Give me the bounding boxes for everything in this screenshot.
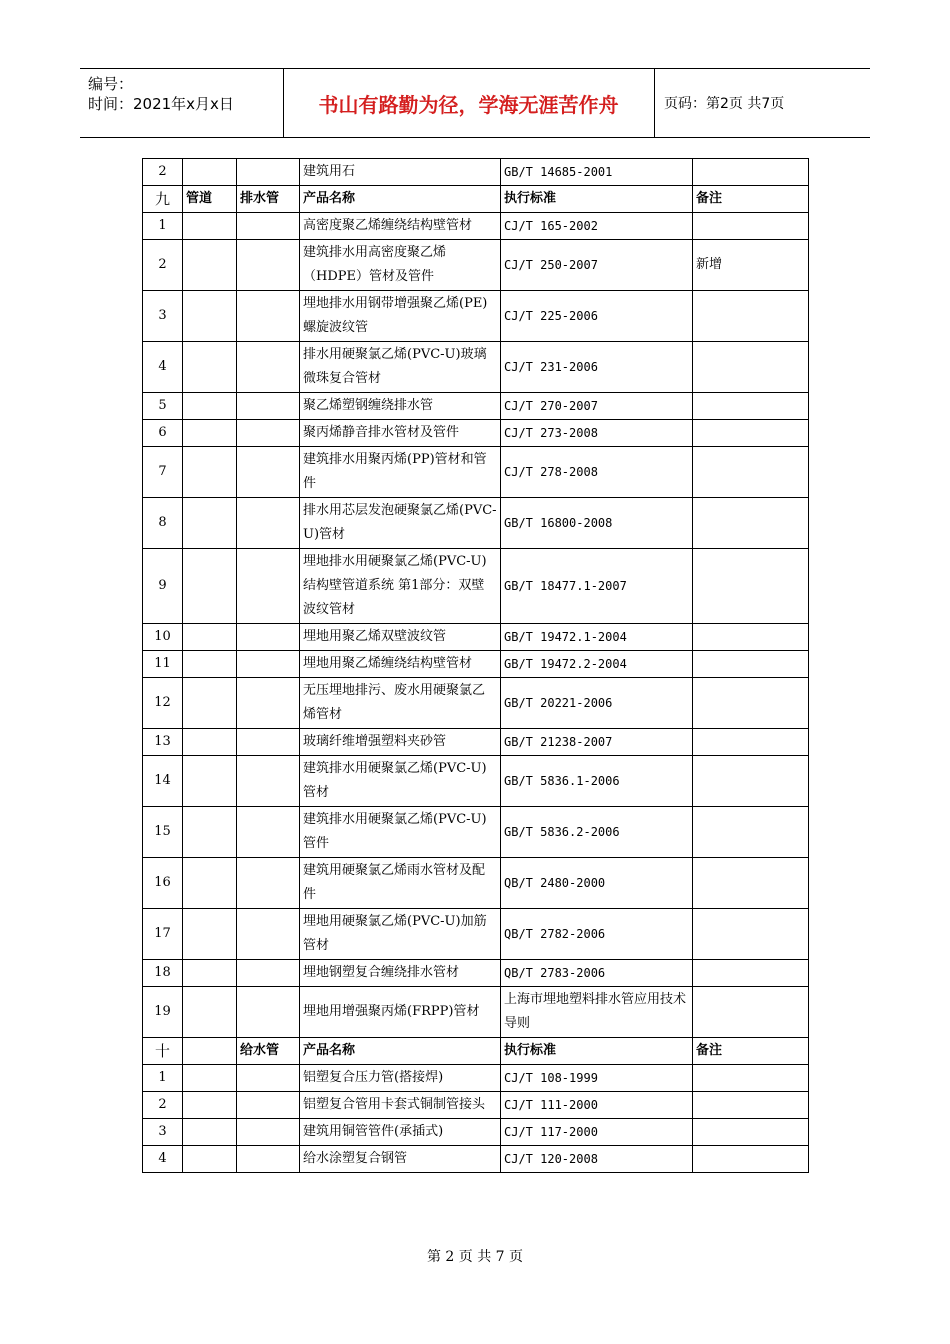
product-name: 高密度聚乙烯缠绕结构壁管材 <box>300 213 501 240</box>
subcategory-cell: 排水管 <box>237 186 300 213</box>
product-name: 聚丙烯静音排水管材及管件 <box>300 420 501 447</box>
product-name: 埋地用硬聚氯乙烯(PVC-U)加筋管材 <box>300 909 501 960</box>
standard-code: QB/T 2480-2000 <box>501 858 693 909</box>
blank-cell <box>237 240 300 291</box>
blank-cell <box>183 549 237 624</box>
standard-code: CJ/T 231-2006 <box>501 342 693 393</box>
blank-cell <box>183 393 237 420</box>
item-number: 15 <box>143 807 183 858</box>
category-cell: 管道 <box>183 186 237 213</box>
item-number: 4 <box>143 1146 183 1173</box>
note <box>693 159 809 186</box>
blank-cell <box>237 624 300 651</box>
product-name: 排水用硬聚氯乙烯(PVC-U)玻璃微珠复合管材 <box>300 342 501 393</box>
item-number: 5 <box>143 393 183 420</box>
blank-cell <box>183 498 237 549</box>
blank-cell <box>237 651 300 678</box>
item-number: 2 <box>143 1092 183 1119</box>
standards-table-wrap <box>142 158 808 1173</box>
time-label: 时间：2021年x月x日 <box>88 95 234 113</box>
section-header-row <box>143 1038 809 1065</box>
blank-cell <box>183 678 237 729</box>
blank-cell <box>237 987 300 1038</box>
item-number: 6 <box>143 420 183 447</box>
item-number: 10 <box>143 624 183 651</box>
table-row <box>143 447 809 498</box>
blank-cell <box>237 420 300 447</box>
table-row <box>143 807 809 858</box>
item-number: 3 <box>143 1119 183 1146</box>
product-name: 埋地排水用硬聚氯乙烯(PVC-U)结构壁管道系统 第1部分：双壁波纹管材 <box>300 549 501 624</box>
blank-cell <box>183 909 237 960</box>
blank-cell <box>183 159 237 186</box>
table-row <box>143 1092 809 1119</box>
standard-code: QB/T 2783-2006 <box>501 960 693 987</box>
table-row <box>143 729 809 756</box>
item-number: 4 <box>143 342 183 393</box>
blank-cell <box>237 678 300 729</box>
note <box>693 729 809 756</box>
section-number: 十 <box>143 1038 183 1065</box>
item-number: 7 <box>143 447 183 498</box>
note <box>693 1119 809 1146</box>
blank-cell <box>237 756 300 807</box>
page-footer: 第 2 页 共 7 页 <box>426 1249 524 1265</box>
note: 新增 <box>693 240 809 291</box>
item-number: 18 <box>143 960 183 987</box>
item-number: 2 <box>143 159 183 186</box>
number-label: 编号： <box>88 75 134 93</box>
standard-header: 执行标准 <box>501 1038 693 1065</box>
table-row <box>143 291 809 342</box>
table-row <box>143 1119 809 1146</box>
blank-cell <box>183 858 237 909</box>
note <box>693 858 809 909</box>
note <box>693 342 809 393</box>
blank-cell <box>183 807 237 858</box>
note <box>693 909 809 960</box>
table-row <box>143 678 809 729</box>
table-row <box>143 420 809 447</box>
note <box>693 651 809 678</box>
blank-cell <box>183 651 237 678</box>
standard-code: GB/T 19472.1-2004 <box>501 624 693 651</box>
note <box>693 447 809 498</box>
standard-code: CJ/T 108-1999 <box>501 1065 693 1092</box>
blank-cell <box>183 1146 237 1173</box>
table-row <box>143 549 809 624</box>
table-row <box>143 159 809 186</box>
blank-cell <box>183 960 237 987</box>
note <box>693 678 809 729</box>
note <box>693 1092 809 1119</box>
note <box>693 1065 809 1092</box>
blank-cell <box>237 291 300 342</box>
item-number: 14 <box>143 756 183 807</box>
standard-code: CJ/T 278-2008 <box>501 447 693 498</box>
standard-code: GB/T 21238-2007 <box>501 729 693 756</box>
product-name: 无压埋地排污、废水用硬聚氯乙烯管材 <box>300 678 501 729</box>
product-name: 埋地排水用钢带增强聚乙烯(PE)螺旋波纹管 <box>300 291 501 342</box>
table-row <box>143 624 809 651</box>
product-name: 建筑用硬聚氯乙烯雨水管材及配件 <box>300 858 501 909</box>
note <box>693 807 809 858</box>
blank-cell <box>237 909 300 960</box>
standard-code: CJ/T 270-2007 <box>501 393 693 420</box>
standard-code: CJ/T 273-2008 <box>501 420 693 447</box>
standard-code: GB/T 16800-2008 <box>501 498 693 549</box>
note <box>693 756 809 807</box>
blank-cell <box>183 1065 237 1092</box>
item-number: 19 <box>143 987 183 1038</box>
item-number: 8 <box>143 498 183 549</box>
standard-code: GB/T 18477.1-2007 <box>501 549 693 624</box>
product-name: 埋地用聚乙烯缠绕结构壁管材 <box>300 651 501 678</box>
note <box>693 291 809 342</box>
blank-cell <box>183 987 237 1038</box>
category-cell <box>183 1038 237 1065</box>
blank-cell <box>237 213 300 240</box>
table-row <box>143 342 809 393</box>
product-name: 埋地钢塑复合缠绕排水管材 <box>300 960 501 987</box>
product-name: 聚乙烯塑钢缠绕排水管 <box>300 393 501 420</box>
product-name: 建筑用铜管管件(承插式) <box>300 1119 501 1146</box>
table-row <box>143 858 809 909</box>
table-row <box>143 756 809 807</box>
note <box>693 1146 809 1173</box>
note <box>693 420 809 447</box>
blank-cell <box>183 729 237 756</box>
standard-code: GB/T 20221-2006 <box>501 678 693 729</box>
blank-cell <box>237 1146 300 1173</box>
subcategory-cell: 给水管 <box>237 1038 300 1065</box>
product-name: 建筑排水用硬聚氯乙烯(PVC-U)管材 <box>300 756 501 807</box>
table-row <box>143 987 809 1038</box>
note <box>693 393 809 420</box>
product-name: 排水用芯层发泡硬聚氯乙烯(PVC-U)管材 <box>300 498 501 549</box>
product-name: 埋地用聚乙烯双壁波纹管 <box>300 624 501 651</box>
blank-cell <box>237 807 300 858</box>
standard-code: GB/T 5836.2-2006 <box>501 807 693 858</box>
standards-table <box>142 158 809 1173</box>
table-row <box>143 240 809 291</box>
product-name: 埋地用增强聚丙烯(FRPP)管材 <box>300 987 501 1038</box>
table-row <box>143 651 809 678</box>
blank-cell <box>183 447 237 498</box>
page-header <box>80 68 870 138</box>
blank-cell <box>237 1065 300 1092</box>
section-number: 九 <box>143 186 183 213</box>
standard-code: QB/T 2782-2006 <box>501 909 693 960</box>
product-name-header: 产品名称 <box>300 186 501 213</box>
blank-cell <box>183 756 237 807</box>
standard-code: CJ/T 117-2000 <box>501 1119 693 1146</box>
blank-cell <box>183 624 237 651</box>
standard-code: CJ/T 225-2006 <box>501 291 693 342</box>
item-number: 3 <box>143 291 183 342</box>
table-row <box>143 393 809 420</box>
table-row <box>143 498 809 549</box>
item-number: 16 <box>143 858 183 909</box>
table-row <box>143 960 809 987</box>
standard-code: GB/T 14685-2001 <box>501 159 693 186</box>
blank-cell <box>237 549 300 624</box>
item-number: 1 <box>143 213 183 240</box>
note <box>693 213 809 240</box>
blank-cell <box>183 1119 237 1146</box>
product-name-header: 产品名称 <box>300 1038 501 1065</box>
blank-cell <box>183 291 237 342</box>
standard-code: GB/T 5836.1-2006 <box>501 756 693 807</box>
blank-cell <box>237 498 300 549</box>
standard-code: CJ/T 111-2000 <box>501 1092 693 1119</box>
note <box>693 987 809 1038</box>
blank-cell <box>183 213 237 240</box>
blank-cell <box>237 1092 300 1119</box>
product-name: 建筑排水用高密度聚乙烯（HDPE）管材及管件 <box>300 240 501 291</box>
item-number: 2 <box>143 240 183 291</box>
note <box>693 960 809 987</box>
product-name: 建筑排水用硬聚氯乙烯(PVC-U)管件 <box>300 807 501 858</box>
blank-cell <box>237 858 300 909</box>
product-name: 铝塑复合管用卡套式铜制管接头 <box>300 1092 501 1119</box>
blank-cell <box>237 393 300 420</box>
item-number: 11 <box>143 651 183 678</box>
blank-cell <box>237 729 300 756</box>
item-number: 13 <box>143 729 183 756</box>
table-row <box>143 213 809 240</box>
product-name: 玻璃纤维增强塑料夹砂管 <box>300 729 501 756</box>
note-header: 备注 <box>693 186 809 213</box>
standard-code: GB/T 19472.2-2004 <box>501 651 693 678</box>
table-row <box>143 1146 809 1173</box>
standard-code: CJ/T 165-2002 <box>501 213 693 240</box>
standard-code: CJ/T 120-2008 <box>501 1146 693 1173</box>
blank-cell <box>237 1119 300 1146</box>
item-number: 9 <box>143 549 183 624</box>
note <box>693 624 809 651</box>
note <box>693 498 809 549</box>
blank-cell <box>237 159 300 186</box>
blank-cell <box>237 447 300 498</box>
blank-cell <box>237 342 300 393</box>
standard-code: 上海市埋地塑料排水管应用技术导则 <box>501 987 693 1038</box>
table-row <box>143 1065 809 1092</box>
standard-code: CJ/T 250-2007 <box>501 240 693 291</box>
item-number: 1 <box>143 1065 183 1092</box>
table-row <box>143 909 809 960</box>
section-header-row <box>143 186 809 213</box>
blank-cell <box>183 1092 237 1119</box>
note <box>693 549 809 624</box>
note-header: 备注 <box>693 1038 809 1065</box>
header-page-info: 页码：第2页 共7页 <box>664 96 785 112</box>
header-slogan: 书山有路勤为径，学海无涯苦作舟 <box>283 69 655 137</box>
blank-cell <box>183 342 237 393</box>
product-name: 建筑用石 <box>300 159 501 186</box>
item-number: 12 <box>143 678 183 729</box>
product-name: 铝塑复合压力管(搭接焊) <box>300 1065 501 1092</box>
blank-cell <box>183 240 237 291</box>
product-name: 给水涂塑复合钢管 <box>300 1146 501 1173</box>
blank-cell <box>237 960 300 987</box>
product-name: 建筑排水用聚丙烯(PP)管材和管件 <box>300 447 501 498</box>
standard-header: 执行标准 <box>501 186 693 213</box>
blank-cell <box>183 420 237 447</box>
item-number: 17 <box>143 909 183 960</box>
header-meta <box>80 69 284 137</box>
